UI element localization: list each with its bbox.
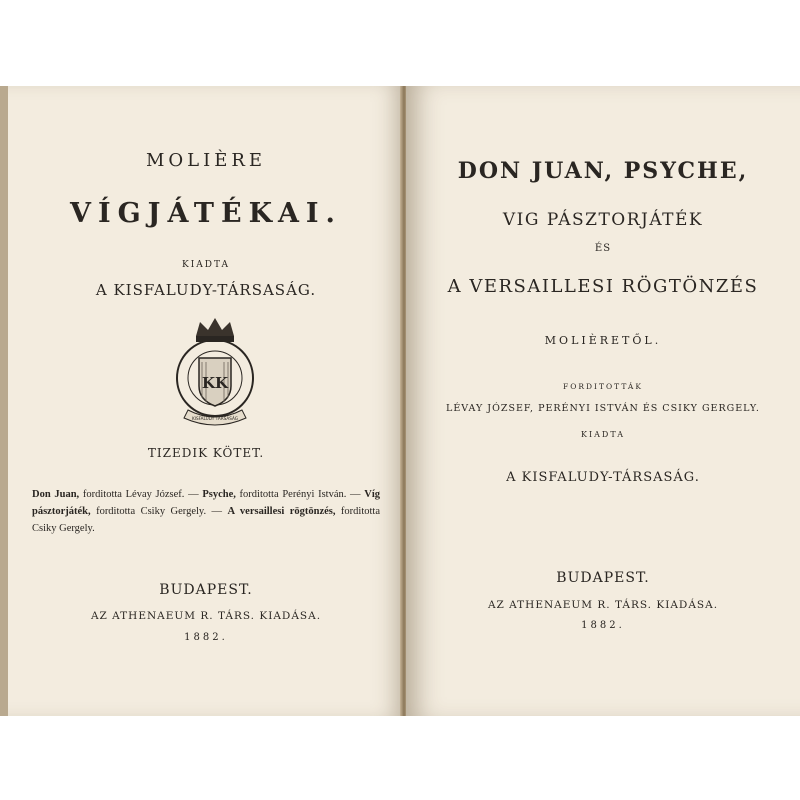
contents-item-2-text: forditotta Perényi István. — xyxy=(235,489,365,500)
contents-item-2-title: Psyche, xyxy=(202,489,236,500)
right-city: BUDAPEST. xyxy=(556,570,650,586)
contents-paragraph xyxy=(32,486,380,537)
right-publisher-label: KIADTA xyxy=(580,430,625,439)
right-press: AZ ATHENAEUM R. TÁRS. KIADÁSA. xyxy=(487,599,719,611)
right-title-line-3: ÉS xyxy=(594,243,612,254)
right-year: 1882. xyxy=(581,620,625,631)
right-author-line: MOLIÈRETŐL. xyxy=(544,334,662,347)
left-volume: TIZEDIK KÖTET. xyxy=(147,446,265,460)
book-edge xyxy=(0,86,8,716)
right-translators: LÉVAY JÓZSEF, PERÉNYI ISTVÁN ÉS CSIKY GERGELY. xyxy=(446,403,760,414)
contents-item-1-title: Don Juan, xyxy=(32,489,80,500)
left-publisher: A KISFALUDY-TÁRSASÁG. xyxy=(95,281,317,299)
right-page xyxy=(406,86,800,716)
right-title-line-2: VIG PÁSZTORJÁTÉK xyxy=(502,210,704,230)
book-spread xyxy=(0,86,800,716)
right-publisher: A KISFALUDY-TÁRSASÁG. xyxy=(506,470,700,485)
right-title-line-4: A VERSAILLESI RÖGTÖNZÉS xyxy=(447,276,759,297)
left-author: MOLIÈRE xyxy=(145,150,267,171)
right-translators-label: FORDITOTTÁK xyxy=(563,382,643,391)
emblem-monogram: KK xyxy=(201,374,229,392)
emblem-text: KISFALUDY TÁRSASÁG xyxy=(192,416,238,421)
society-emblem-icon xyxy=(166,314,264,428)
left-press: AZ ATHENAEUM R. TÁRS. KIADÁSA. xyxy=(90,610,322,622)
left-city: BUDAPEST. xyxy=(159,582,253,598)
contents-item-3-text: forditotta Csiky Gergely. — xyxy=(90,506,228,517)
contents-item-4-title: A versaillesi rögtönzés, xyxy=(227,506,336,517)
right-title-line-1: DON JUAN, PSYCHE, xyxy=(457,158,749,184)
contents-item-3-title: Víg pásztorjáték, xyxy=(32,489,381,517)
contents-item-1-text: forditotta Lévay József. — xyxy=(79,489,203,500)
left-title: VÍGJÁTÉKAI. xyxy=(70,198,342,229)
contents-item-4-text: forditotta Csiky Gergely. xyxy=(32,506,380,534)
left-year: 1882. xyxy=(184,632,228,643)
left-page xyxy=(8,86,404,716)
left-publisher-label: KIADTA xyxy=(181,260,230,270)
